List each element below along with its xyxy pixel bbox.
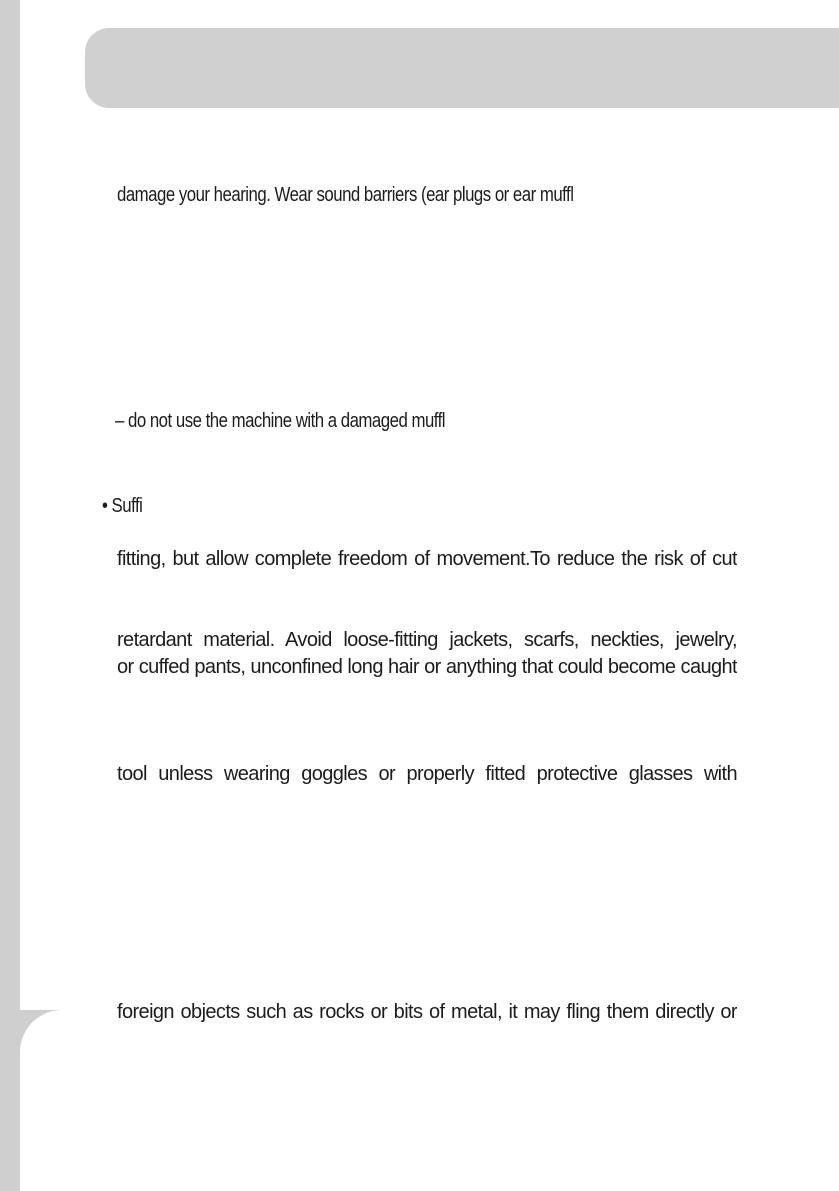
- text-line-hearing: damage your hearing. Wear sound barriers (ear plugs or ear muffl: [117, 184, 574, 206]
- text-line-retardant: retardant material. Avoid loose-fitting jackets, scarfs, neckties, jewelry,: [117, 629, 737, 651]
- page-edge-corner: [20, 1010, 62, 1191]
- text-line-muffler: – do not use the machine with a damaged muffl: [115, 410, 446, 432]
- text-line-goggles: tool unless wearing goggles or properly fitted protective glasses with: [117, 763, 737, 785]
- text-line-bullet: • Suffi: [102, 495, 143, 517]
- text-line-cuffed: or cuffed pants, unconfined long hair or anything that could become caught: [117, 656, 737, 678]
- text-line-fitting: fitting, but allow complete freedom of movement.To reduce the risk of cut: [117, 548, 737, 570]
- section-header-band: [85, 28, 839, 108]
- page-edge-cover: [20, 0, 62, 1010]
- text-line-foreign-objects: foreign objects such as rocks or bits of metal, it may fling them directly or: [117, 1001, 737, 1023]
